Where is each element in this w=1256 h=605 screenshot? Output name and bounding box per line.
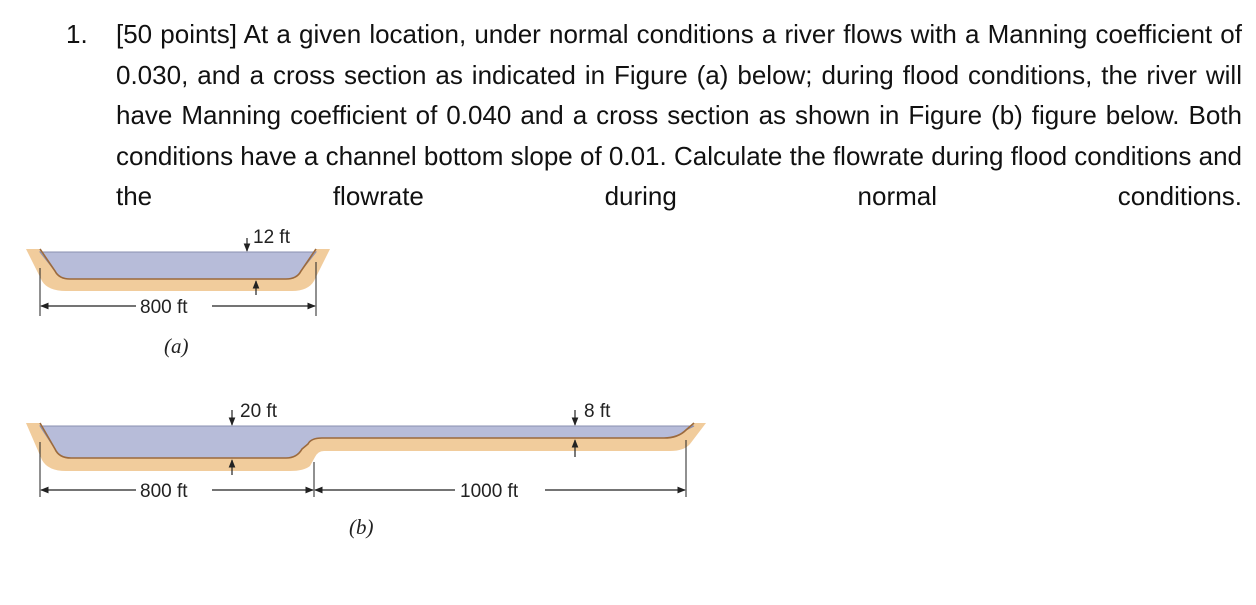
figure-a-depth-label: 12 ft (253, 227, 290, 248)
figure-a-water (40, 252, 316, 279)
figure-b-main-depth-label: 20 ft (240, 401, 277, 422)
figure-b-flood-width-label: 1000 ft (460, 481, 519, 502)
figure-b-caption: (b) (349, 515, 374, 539)
figure-a-caption: (a) (164, 334, 189, 358)
figure-a (26, 227, 330, 358)
problem-text: [50 points] At a given location, under normal conditions a river flows with a Manning coefficient of 0.030, and a cross section as indicated in Figure (a) below; during flood conditions, the river will have Manning coefficient of 0.040 and a cross section as shown in Figure (b) figure below. Both conditions have a channel bottom slope of 0.01. Calculate the flowrate during flood conditions and the flowrate during normal conditions. (116, 19, 1242, 211)
problem-number: 1. (66, 19, 88, 49)
figure-b (26, 401, 706, 539)
figure-b-flood-depth-label: 8 ft (584, 401, 611, 422)
figure-a-width-label: 800 ft (140, 297, 188, 318)
figure-b-main-width-label: 800 ft (140, 481, 188, 502)
